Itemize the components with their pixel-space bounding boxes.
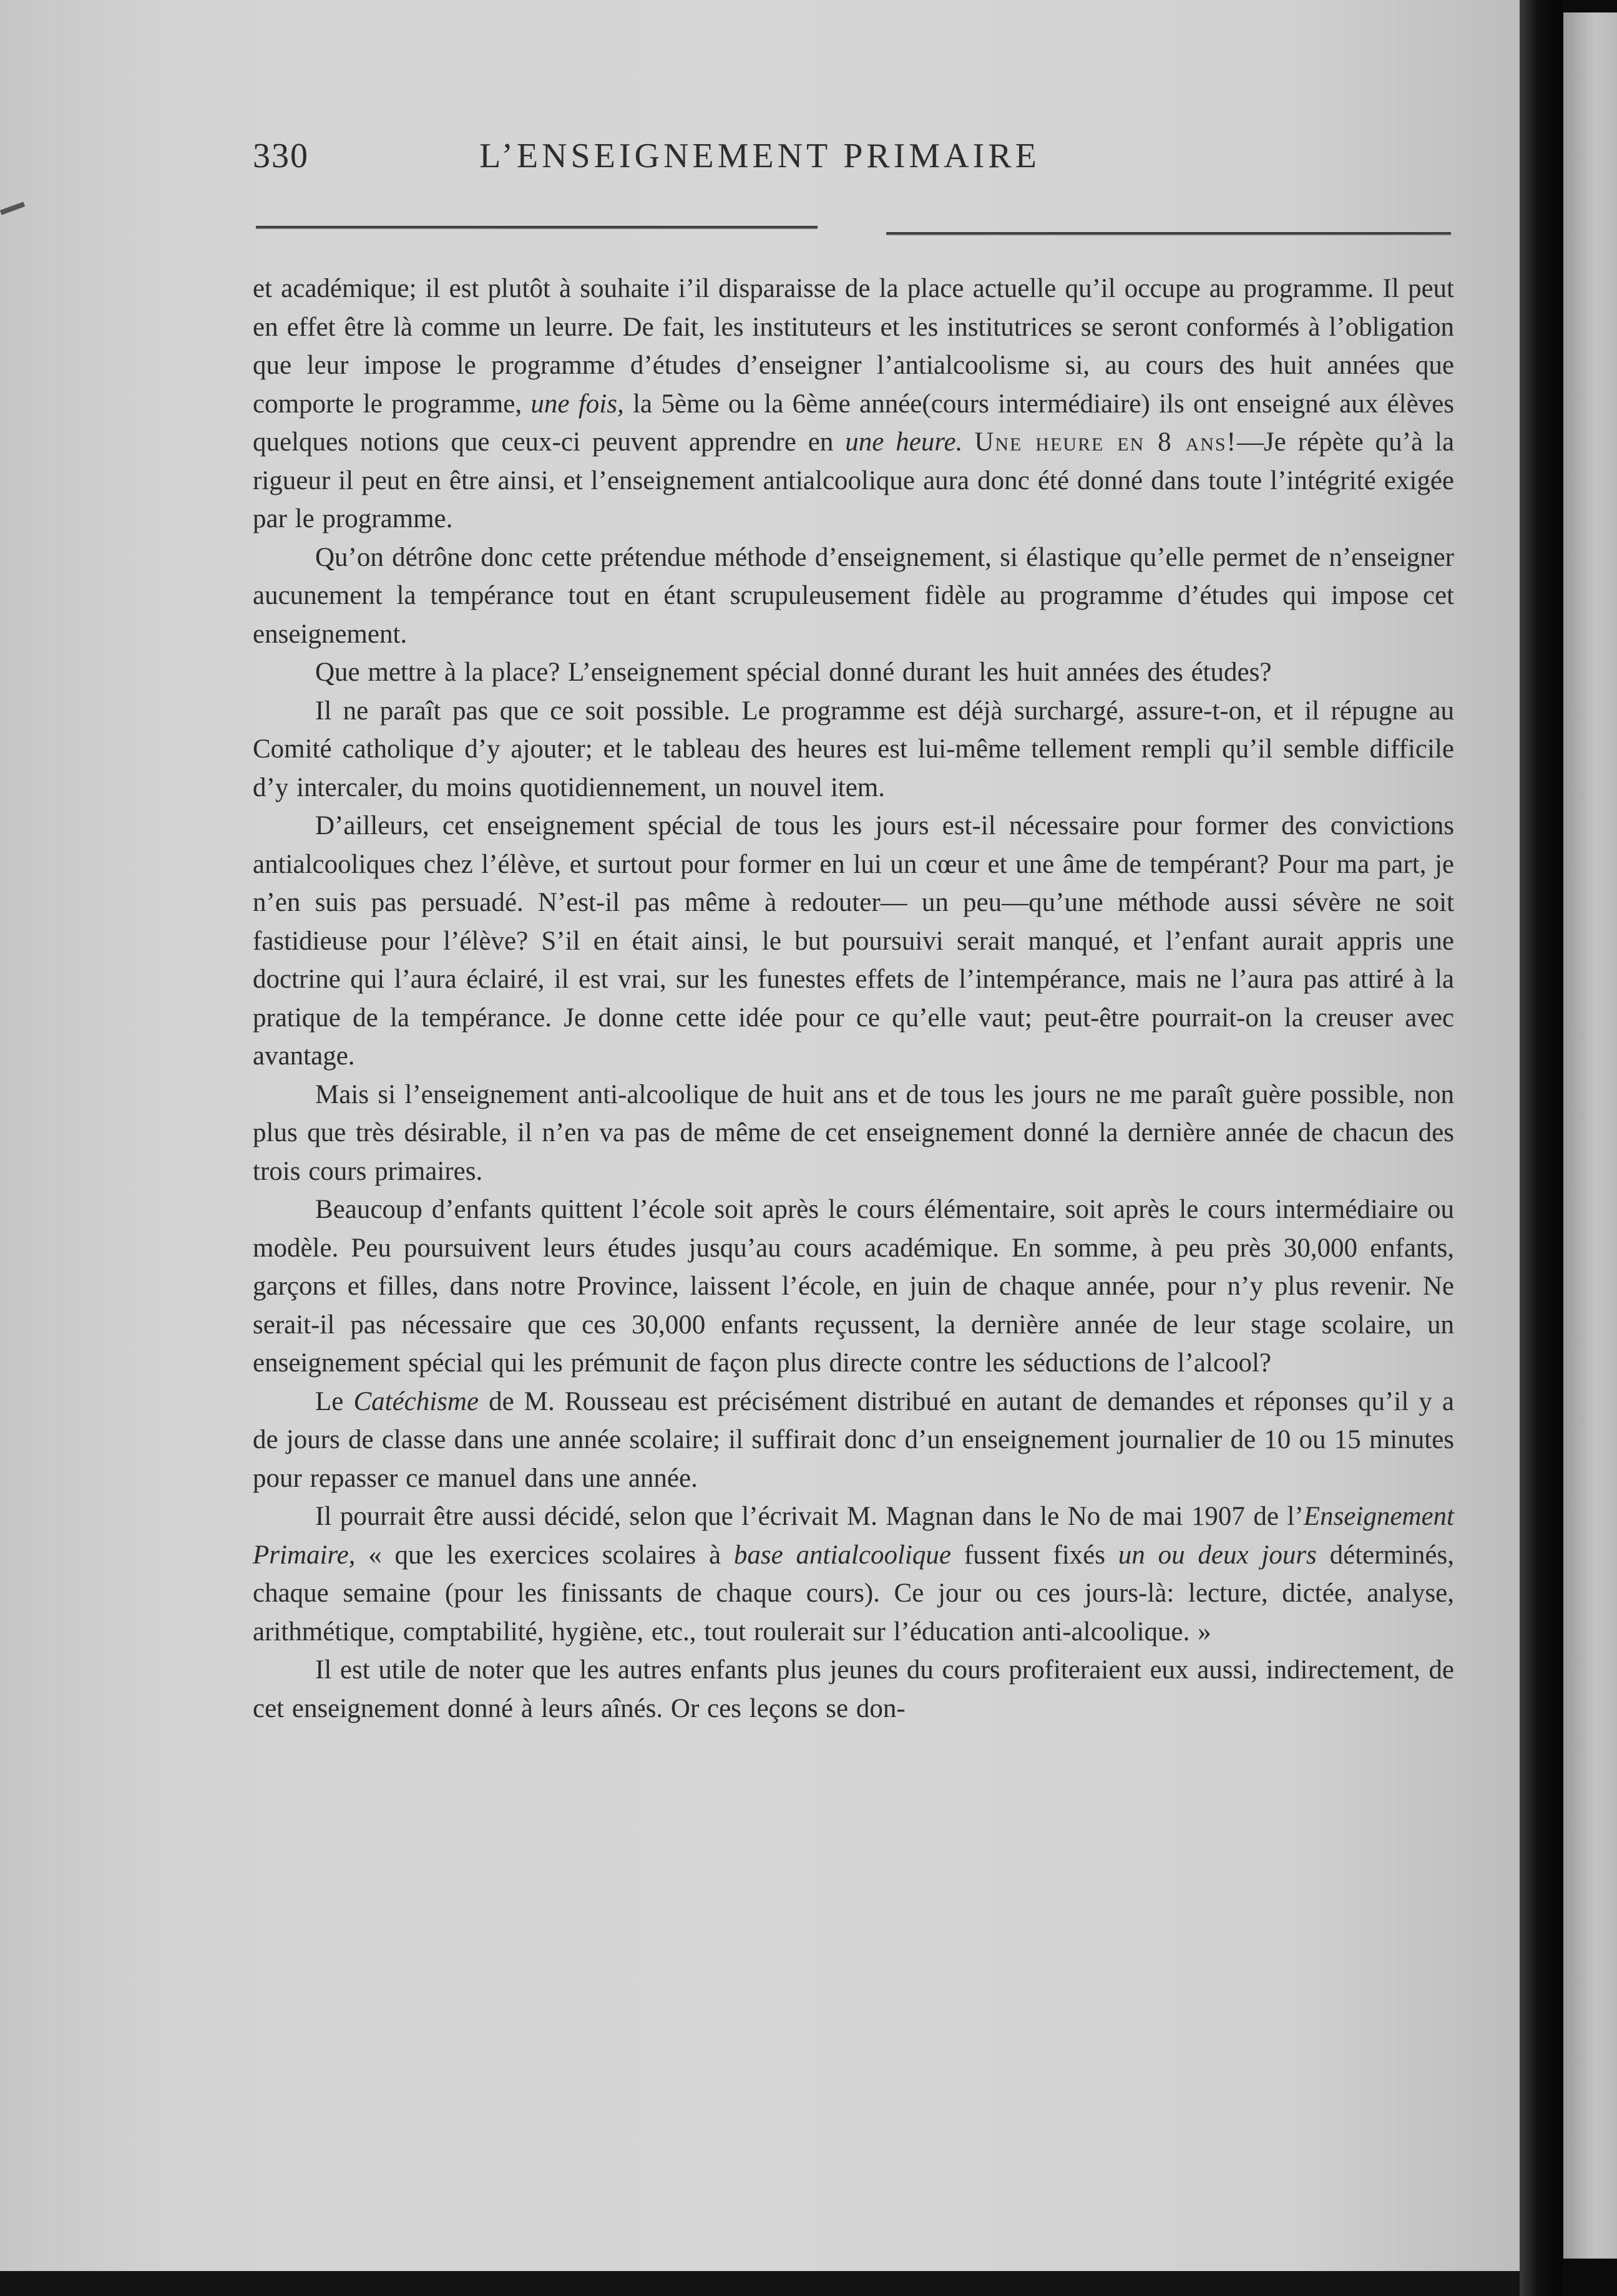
text-run: « que les exercices scolaires à (355, 1540, 734, 1570)
paragraph (253, 538, 1454, 654)
text-run: Il pourrait être aussi décidé, selon que l’écrivait M. Magnan dans le No de mai 1907 de l’ (315, 1502, 1304, 1531)
header-rule-right (886, 232, 1451, 235)
italic-text: Enseignement Primaire, (253, 1502, 1454, 1570)
italic-text: base antialcoolique (733, 1540, 951, 1570)
paragraph (253, 270, 1454, 538)
text-run: déterminés, chaque semaine (pour les finissants de chaque cours). Ce jour ou ces jours-là: lecture, dictée, analyse, arithmétique, comptabilité, hygiène, etc., tout roulerait sur l’éducation anti-alcoolique. » (253, 1540, 1455, 1647)
body-text (253, 270, 1454, 1728)
running-title: L’ENSEIGNEMENT PRIMAIRE (479, 137, 1040, 175)
text-run: Mais si l’enseignement anti-alcoolique de huit ans et de tous les jours ne me paraît guère possible, non plus que très désirable, il n’en va pas de même de cet enseignement donné la dernière année de chacun des trois cours primaires. (253, 1079, 1454, 1186)
paragraph (253, 1190, 1454, 1383)
text-run: Il ne paraît pas que ce soit possible. Le programme est déjà surchargé, assure-t-on, et il répugne au Comité catholique d’y ajouter; et le tableau des heures est lui-même tellement rempli qu’il semble difficile d’y intercaler, du moins quotidiennement, un nouvel item. (253, 696, 1454, 802)
italic-text: une fois, (530, 389, 624, 419)
text-run: Que mettre à la place? L’enseignement spécial donné durant les huit années des études? (315, 658, 1272, 687)
book-binding-gutter (1520, 0, 1563, 2296)
text-run: de M. Rousseau est précisément distribué en autant de demandes et réponses qu’il y a de jours de classe dans une année scolaire; il suffirait donc d’un enseignement journalier de 10 ou 15 minutes pour repasser ce manuel dans une année. (253, 1386, 1454, 1493)
paragraph (253, 1497, 1454, 1651)
facing-page-edge (1563, 12, 1617, 2259)
page-header (0, 136, 1520, 186)
bottom-shadow (0, 2271, 1520, 2296)
paragraph (253, 1651, 1454, 1728)
text-run: D’ailleurs, cet enseignement spécial de tous les jours est-il nécessaire pour former des convictions antialcooliques chez l’élève, et surtout pour former en lui un cœur et une âme de tempérant? Pour ma part, je n’en suis pas persuadé. N’est-il pas même à redouter— un peu—qu’une méthode aussi sévère ne soit fastidieuse pour l’élève? S’il en était ainsi, le but poursuivi serait manqué, et l’enfant aurait appris une doctrine qui l’aura éclairé, il est vrai, sur les funestes effets de l’intempérance, mais ne l’aura pas attiré à la pratique de la tempérance. Je donne cette idée pour ce qu’elle vaut; peut-être pourrait-on la creuser avec avantage. (253, 811, 1454, 1071)
page-edge-mark (0, 202, 25, 215)
paragraph (253, 807, 1454, 1076)
text-run: et académique; il est plutôt à souhaite i’il disparaisse de la place actuelle qu’il occupe au programme. Il peut en effet être là comme un leurre. De fait, les instituteurs et les institutrices se seront conformés à l’obligation que leur impose le programme d’études d’enseigner l’antialcoolisme si, au cours des huit années que comporte le programme, (253, 274, 1454, 419)
paragraph (253, 1383, 1454, 1498)
text-run: Le (315, 1386, 354, 1416)
italic-text: Catéchisme (353, 1386, 479, 1416)
paragraph (253, 692, 1454, 807)
paragraph (253, 1076, 1454, 1191)
text-run: —Je répète qu’à la rigueur il peut en être ainsi, et l’enseignement antialcoolique aura donc été donné dans toute l’intégrité exigée par le programme. (253, 427, 1455, 533)
paragraph (253, 653, 1454, 692)
text-run: Qu’on détrône donc cette prétendue méthode d’enseignement, si élastique qu’elle permet de n’enseigner aucunement la tempérance tout en étant scrupuleusement fidèle au programme d’études qui impose cet enseignement. (253, 542, 1454, 649)
header-rule-left (256, 226, 818, 229)
text-run: la 5ème ou la 6ème année(cours intermédiaire) ils ont enseigné aux élèves quelques notions que ceux-ci peuvent apprendre en (253, 389, 1454, 457)
smallcaps-text: Une heure en 8 ans! (974, 427, 1237, 457)
italic-text: une heure. (845, 427, 963, 457)
text-run: fussent fixés (950, 1540, 1118, 1570)
text-run (962, 427, 974, 457)
italic-text: un ou deux jours (1118, 1540, 1317, 1570)
text-run: Beaucoup d’enfants quittent l’école soit après le cours élémentaire, soit après le cours intermédiaire ou modèle. Peu poursuivent leurs études jusqu’au cours académique. En somme, à peu près 30,000 enfants, garçons et filles, dans notre Province, laissent l’école, en juin de chaque année, pour n’y plus revenir. Ne serait-il pas nécessaire que ces 30,000 enfants reçussent, la dernière année de leur stage scolaire, un enseignement spécial qui les prémunit de façon plus directe contre les séductions de l’alcool? (253, 1195, 1454, 1378)
text-run: Il est utile de noter que les autres enfants plus jeunes du cours profiteraient eux aussi, indirectement, de cet enseignement donné à leurs aînés. Or ces leçons se don- (253, 1655, 1454, 1723)
page-number: 330 (253, 137, 309, 175)
